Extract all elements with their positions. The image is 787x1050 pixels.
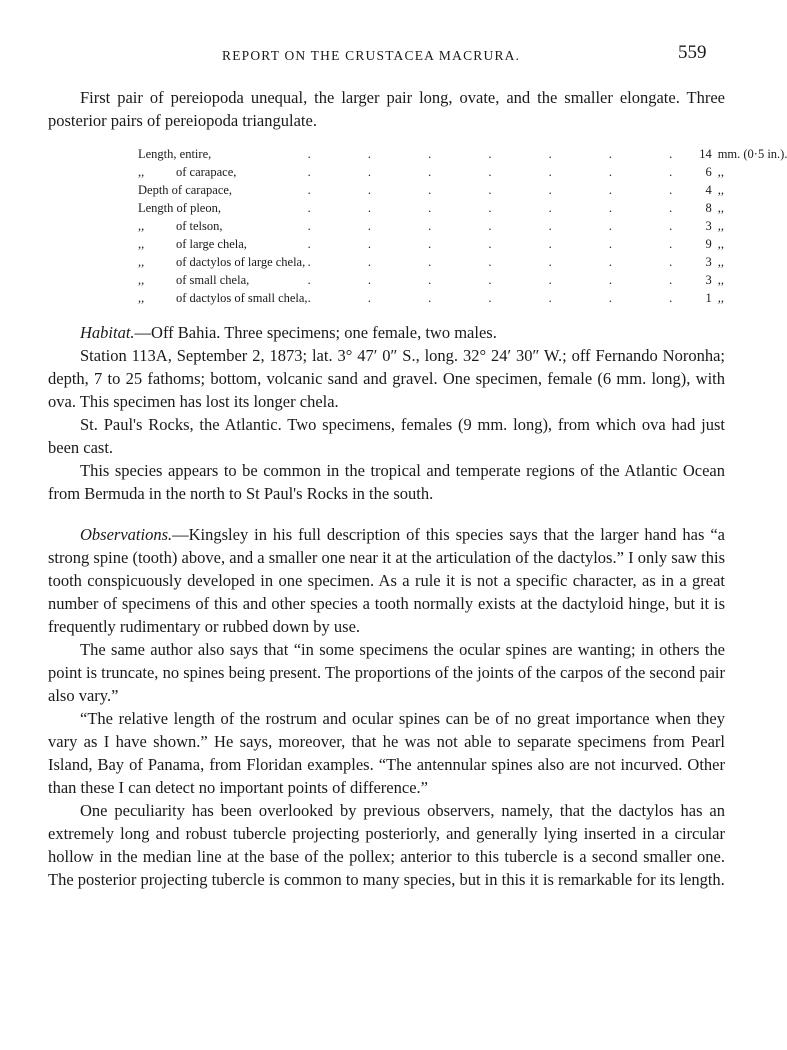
measurement-label: Length, entire, xyxy=(138,147,212,161)
page-header xyxy=(0,40,776,70)
ditto-mark: ,, xyxy=(138,219,145,233)
measurement-value: 9 xyxy=(705,237,712,251)
ditto-mark: ,, xyxy=(138,273,145,287)
observations-paragraph-3: “The relative length of the rostrum and ocular spines can be of no great importance when they vary as I have shown.” He says, moreover, that he was not able to separate specimens from Pearl Island, Bay of Panama, from Floridan examples. “The antennular spines also are not incurved. Other than these I can detect no important points of difference.” xyxy=(48,709,725,797)
measurement-label: ,, of small chela, xyxy=(138,273,250,287)
leader-dots: . . . . . . . xyxy=(307,147,700,161)
ditto-mark: ,, xyxy=(138,237,145,251)
leader-dots: . . . . . . . xyxy=(307,219,700,233)
ditto-mark: ,, xyxy=(138,255,145,269)
measurement-row xyxy=(138,271,787,289)
habitat-text: —Off Bahia. Three specimens; one female, two males. xyxy=(134,323,497,342)
observations-paragraph-2: The same author also says that “in some specimens the ocular spines are wanting; in others the point is truncate, no spines being present. The proportions of the joints of the carpos of the second pair also vary.” xyxy=(48,640,725,705)
habitat-paragraph xyxy=(48,321,725,344)
leader-dots: . . . . . . . xyxy=(307,255,700,269)
leader-dots: . . . . . . . xyxy=(307,291,700,305)
measurement-unit: mm. (0·5 in.). xyxy=(717,147,787,161)
measurement-label: Depth of carapace, xyxy=(138,183,233,197)
measurement-value: 1 xyxy=(705,291,712,305)
running-title: REPORT ON THE CRUSTACEA MACRURA. xyxy=(222,48,521,63)
intro-paragraph: First pair of pereiopoda unequal, the larger pair long, ovate, and the smaller elongate. Three posterior pairs of pereiopoda triangulate. xyxy=(48,88,725,130)
leader-dots: . . . . . . . xyxy=(307,201,700,215)
measurement-row xyxy=(138,253,787,271)
leader-dots: . . . . . . . xyxy=(307,237,700,251)
measurement-label: ,, of carapace, xyxy=(138,165,237,179)
observations-paragraph xyxy=(48,523,725,638)
measurement-row xyxy=(138,181,787,199)
measurement-row xyxy=(138,289,787,307)
ditto-mark: ,, xyxy=(138,165,145,179)
measurement-value: 14 xyxy=(699,147,712,161)
measurement-unit: ,, xyxy=(717,255,724,269)
observations-paragraph-4: One peculiarity has been overlooked by previous observers, namely, that the dactylos has an extremely long and robust tubercle projecting posteriorly, and generally lying inserted in a circular hollow in the median line at the base of the pollex; anterior to this tubercle is a second smaller one. The posterior projecting tubercle is common to many species, but in this it is remarkable for its length. xyxy=(48,801,725,889)
measurement-row xyxy=(138,163,787,181)
measurement-label: ,, of dactylos of large chela, xyxy=(138,255,306,269)
observations-heading: Observations. xyxy=(80,525,173,544)
measurement-value: 3 xyxy=(705,273,712,287)
measurement-value: 3 xyxy=(705,255,712,269)
ditto-mark: ,, xyxy=(138,291,145,305)
station-paragraph: Station 113A, September 2, 1873; lat. 3° 47′ 0″ S., long. 32° 24′ 30″ W.; off Fernando Noronha; depth, 7 to 25 fathoms; bottom, volcanic sand and gravel. One specimen, female (6 mm. long), with ova. This specimen has lost its longer chela. xyxy=(48,346,725,411)
body-text xyxy=(48,86,787,891)
measurement-unit: ,, xyxy=(717,291,724,305)
st-pauls-paragraph: St. Paul's Rocks, the Atlantic. Two specimens, females (9 mm. long), from which ova had just been cast. xyxy=(48,415,725,457)
measurement-row xyxy=(138,199,787,217)
measurement-unit: ,, xyxy=(717,165,724,179)
measurement-unit: ,, xyxy=(717,201,724,215)
measurement-label: ,, of telson, xyxy=(138,219,223,233)
leader-dots: . . . . . . . xyxy=(307,165,700,179)
measurement-label: ,, of large chela, xyxy=(138,237,247,251)
measurement-unit: ,, xyxy=(717,219,724,233)
measurement-unit: ,, xyxy=(717,273,724,287)
measurement-unit: ,, xyxy=(717,183,724,197)
measurement-row xyxy=(138,145,787,163)
measurement-value: 6 xyxy=(705,165,712,179)
measurement-row xyxy=(138,217,787,235)
measurement-value: 4 xyxy=(705,183,712,197)
leader-dots: . . . . . . . xyxy=(307,273,700,287)
measurement-unit: ,, xyxy=(717,237,724,251)
page-number: 559 xyxy=(678,42,707,63)
measurement-label: ,, of dactylos of small chela, xyxy=(138,291,308,305)
measurement-row xyxy=(138,235,787,253)
leader-dots: . . . . . . . xyxy=(307,183,700,197)
distribution-paragraph: This species appears to be common in the tropical and temperate regions of the Atlantic Ocean from Bermuda in the north to St Paul's Rocks in the south. xyxy=(48,461,725,503)
measurement-value: 3 xyxy=(705,219,712,233)
measurements-table xyxy=(138,145,787,307)
measurement-label: Length of pleon, xyxy=(138,201,221,215)
habitat-heading: Habitat. xyxy=(80,323,135,342)
measurement-value: 8 xyxy=(705,201,712,215)
observations-text: —Kingsley in his full description of this species says that the larger hand has “a strong spine (tooth) above, and a smaller one near it at the articulation of the dactylos.” I only saw this tooth conspicuously developed in one specimen. As a rule it is not a specific character, as in a great number of specimens of this and other species a tooth normally exists at the dactyloid hinge, but it is frequently rudimentary or rubbed down by use. xyxy=(48,525,725,636)
